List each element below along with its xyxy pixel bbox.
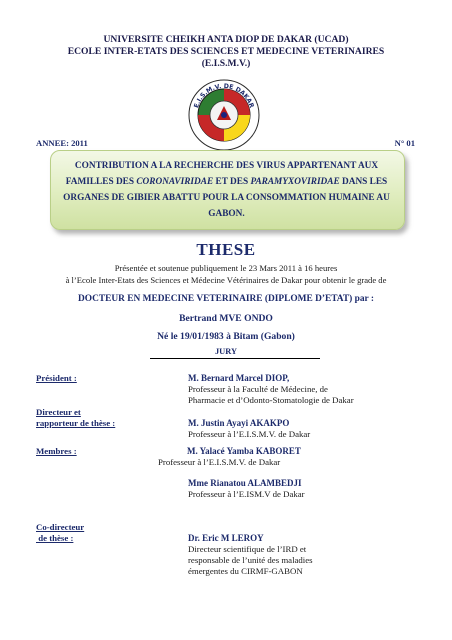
school-statement: à l’Ecole Inter-Etats des Sciences et Médecine Vétérinaires de Dakar pour obtenir le grade de	[65, 275, 387, 285]
director-label-2: rapporteur de thèse :	[36, 418, 116, 428]
director-name: M. Justin Ayayi AKAKPO	[188, 418, 290, 428]
codirector-desc-1: Directeur scientifique de l’IRD et	[188, 544, 307, 554]
director-desc: Professeur à l’E.I.S.M.V. de Dakar	[188, 429, 311, 439]
jury-heading: JURY	[214, 347, 238, 356]
school-name: ECOLE INTER-ETATS DES SCIENCES ET MEDECINE VETERINAIRES	[67, 46, 385, 57]
codirector-name: Dr. Eric M LEROY	[188, 533, 264, 543]
members-label: Membres :	[36, 446, 77, 456]
thesis-number: N° 01	[394, 138, 415, 148]
member-2-desc: Professeur à l’E.ISM.V de Dakar	[188, 489, 305, 499]
virus-family-1: CORONAVIRIDAE	[136, 177, 214, 187]
thesis-title: CONTRIBUTION A LA RECHERCHE DES VIRUS APPARTENANT AUX FAMILLES DES CORONAVIRIDAE ET DES PARAMYXOVIRIDAE DANS LES ORGANES DE GIBIER ABATTU POUR LA CONSOMMATION HUMAINE AU GABON.	[63, 161, 390, 219]
member-1-name: M. Yalacé Yamba KABORET	[187, 446, 301, 456]
member-1-desc: Professeur à l’E.I.S.M.V. de Dakar	[158, 457, 281, 467]
codirector-label-2: de thèse :	[36, 533, 74, 543]
presentation-date: Présentée et soutenue publiquement le 23 Mars 2011 à 16 heures	[114, 263, 338, 273]
member-2-name: Mme Rianatou ALAMBEDJI	[188, 478, 302, 488]
author-birth: Né le 19/01/1983 à Bitam (Gabon)	[157, 331, 295, 342]
codirector-desc-2: responsable de l’unité des maladies	[188, 555, 313, 565]
thesis-heading: THESE	[196, 240, 256, 259]
emblem-ring-text: E.I.S.M.V. DE DAKAR	[193, 82, 255, 109]
university-name: UNIVERSITE CHEIKH ANTA DIOP DE DAKAR (UCAD)	[103, 34, 349, 45]
virus-family-2: PARAMYXOVIRIDAE	[250, 177, 340, 187]
degree-title: DOCTEUR EN MEDECINE VETERINAIRE (DIPLOME D’ETAT) par :	[78, 294, 374, 304]
president-desc-2: Pharmacie et d’Odonto-Stomatologie de Dakar	[188, 395, 354, 405]
codirector-desc-3: émergentes du CIRMF-GABON	[188, 566, 303, 576]
author-name: Bertrand MVE ONDO	[179, 313, 273, 324]
codirector-label-1: Co-directeur	[36, 522, 85, 532]
director-label-1: Directeur et	[36, 407, 81, 417]
school-emblem-icon	[187, 78, 261, 152]
president-label: Président :	[36, 373, 77, 383]
school-acronym: (E.I.S.M.V.)	[201, 58, 251, 69]
jury-divider	[150, 358, 320, 359]
year-label: ANNEE: 2011	[36, 138, 88, 148]
president-name: M. Bernard Marcel DIOP,	[188, 373, 290, 383]
president-desc-1: Professeur à la Faculté de Médecine, de	[188, 384, 328, 394]
